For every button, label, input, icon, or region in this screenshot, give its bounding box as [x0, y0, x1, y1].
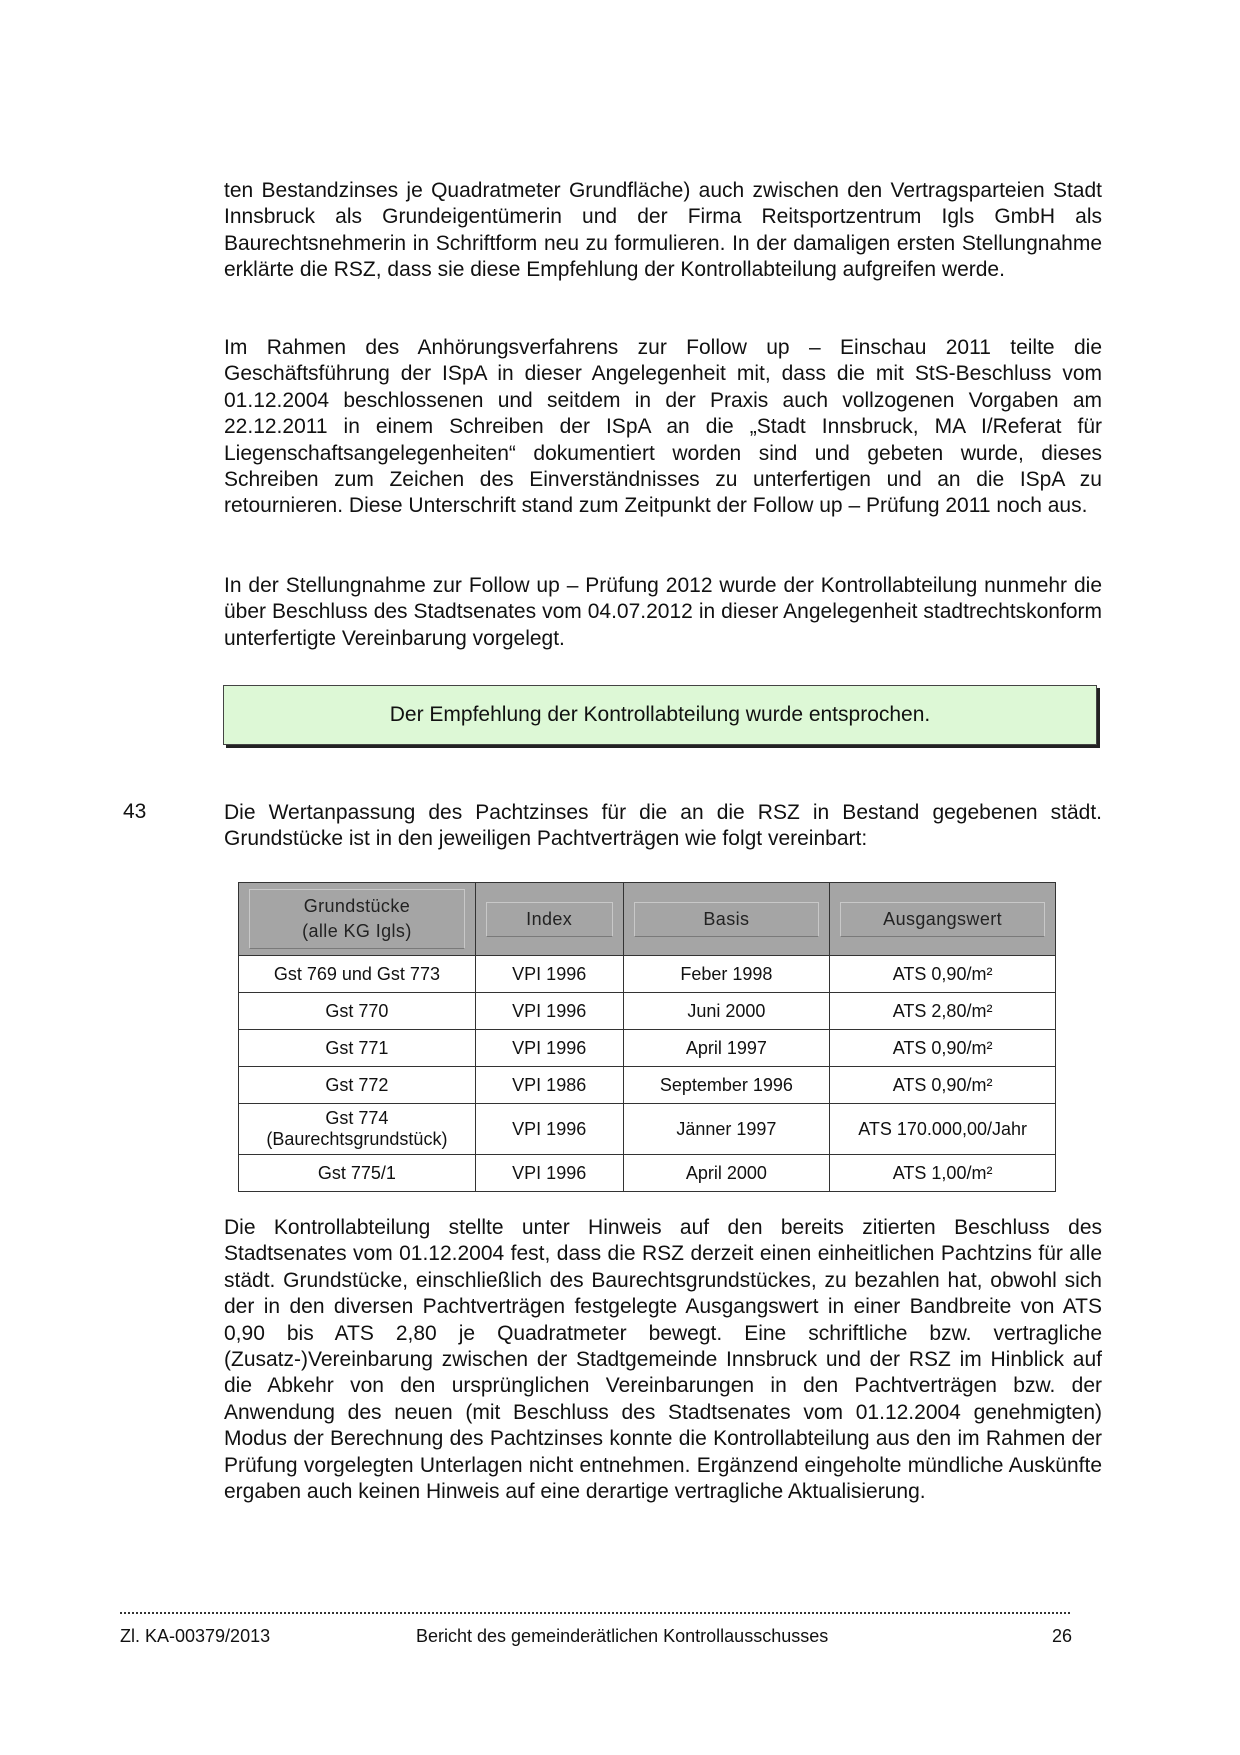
cell-index: VPI 1996	[475, 993, 623, 1030]
cell-wert: ATS 170.000,00/Jahr	[830, 1104, 1056, 1155]
paragraph-4: Die Wertanpassung des Pachtzinses für die an die RSZ in Bestand gegebenen städt. Grundstücke ist in den jeweiligen Pachtverträgen wie folgt vereinbart:	[224, 801, 1102, 851]
cell-basis: April 1997	[623, 1030, 830, 1067]
table-row	[239, 993, 1056, 1030]
cell-wert: ATS 1,00/m²	[830, 1155, 1056, 1192]
paragraph-5: Die Kontrollabteilung stellte unter Hinweis auf den bereits zitierten Beschluss des Stadtsenates vom 01.12.2004 fest, dass die RSZ derzeit einen einheitlichen Pachtzins für alle städt. Grundstücke, einschließlich des Baurechtsgrundstückes, zu bezahlen hat, obwohl sich der in den diversen Pachtverträgen festgelegte Ausgangswert in einer Bandbreite von ATS 0,90 bis ATS 2,80 je Quadratmeter bewegt. Eine schriftliche bzw. vertragliche (Zusatz-)Vereinbarung zwischen der Stadtgemeinde Innsbruck und der RSZ im Hinblick auf die Abkehr von den ursprünglichen Vereinbarungen in den Pachtverträgen bzw. der Anwendung des neuen (mit Beschluss des Stadtsenates vom 01.12.2004 genehmigten) Modus der Berechnung des Pachtzinses konnte die Kontrollabteilung aus den im Rahmen der Prüfung vorgelegten Unterlagen nicht entnehmen. Ergänzend eingeholte mündliche Auskünfte ergaben auch keinen Hinweis auf eine derartige vertragliche Aktualisierung.	[224, 1216, 1102, 1504]
cell-basis: April 2000	[623, 1155, 830, 1192]
cell-basis: September 1996	[623, 1067, 830, 1104]
table-header-row	[239, 883, 1056, 956]
header-grundstuecke	[239, 883, 476, 956]
paragraph-3: In der Stellungnahme zur Follow up – Prüfung 2012 wurde der Kontrollabteilung nunmehr die über Beschluss des Stadtsenates vom 04.07.2012 in dieser Angelegenheit stadtrechtskonform unterfertigte Vereinbarung vorgelegt.	[224, 574, 1102, 650]
table-row	[239, 1030, 1056, 1067]
cell-gst: Gst 771	[239, 1030, 476, 1067]
cell-wert: ATS 0,90/m²	[830, 1030, 1056, 1067]
cell-gst: Gst 772	[239, 1067, 476, 1104]
footer-divider	[120, 1602, 1070, 1614]
cell-wert: ATS 0,90/m²	[830, 956, 1056, 993]
header-index: Index	[475, 883, 623, 956]
cell-basis: Jänner 1997	[623, 1104, 830, 1155]
footer-reference: Zl. KA-00379/2013	[120, 1626, 271, 1646]
paragraph-2: Im Rahmen des Anhörungsverfahrens zur Follow up – Einschau 2011 teilte die Geschäftsführung der ISpA in dieser Angelegenheit mit, dass die mit StS-Beschluss vom 01.12.2004 beschlossenen und seitdem in der Praxis auch vollzogenen Vorgaben am 22.12.2011 in einem Schreiben der ISpA an die „Stadt Innsbruck, MA I/Referat für Liegenschaftsangelegenheiten“ dokumentiert worden sind und gebeten wurde, dieses Schreiben zum Zeichen des Einverständnisses zu unterfertigen und an die ISpA zu retournieren. Diese Unterschrift stand zum Zeitpunkt der Follow up – Prüfung 2011 noch aus.	[224, 336, 1102, 518]
footer-title: Bericht des gemeinderätlichen Kontrollausschusses	[416, 1626, 829, 1646]
cell-gst: Gst 775/1	[239, 1155, 476, 1192]
page-number: 26	[1052, 1626, 1073, 1646]
paragraph-1: ten Bestandzinses je Quadratmeter Grundfläche) auch zwischen den Vertragsparteien Stadt Innsbruck als Grundeigentümerin und der Firma Reitsportzentrum Igls GmbH als Baurechtsnehmerin in Schriftform neu zu formulieren. In der damaligen ersten Stellungnahme erklärte die RSZ, dass sie diese Empfehlung der Kontrollabteilung aufgreifen werde.	[224, 179, 1102, 282]
cell-gst: Gst 770	[239, 993, 476, 1030]
header-basis: Basis	[623, 883, 830, 956]
cell-basis: Juni 2000	[623, 993, 830, 1030]
recommendation-text: Der Empfehlung der Kontrollabteilung wurde entsprochen.	[389, 703, 931, 726]
recommendation-box	[223, 685, 1097, 745]
cell-gst-line2: (Baurechtsgrundstück)	[266, 1129, 448, 1149]
table-row	[239, 1155, 1056, 1192]
cell-index: VPI 1996	[475, 1104, 623, 1155]
cell-index: VPI 1996	[475, 1155, 623, 1192]
header-ausgangswert: Ausgangswert	[830, 883, 1056, 956]
cell-wert: ATS 0,90/m²	[830, 1067, 1056, 1104]
table-row	[239, 1104, 1056, 1155]
table-row	[239, 1067, 1056, 1104]
section-number: 43	[123, 800, 147, 823]
header-grundstuecke-line1: Grundstücke	[303, 896, 411, 916]
cell-index: VPI 1986	[475, 1067, 623, 1104]
cell-wert: ATS 2,80/m²	[830, 993, 1056, 1030]
table-row	[239, 956, 1056, 993]
cell-gst	[239, 1104, 476, 1155]
lease-table	[238, 882, 1056, 1192]
cell-gst: Gst 769 und Gst 773	[239, 956, 476, 993]
header-grundstuecke-line2: (alle KG Igls)	[302, 921, 412, 941]
cell-basis: Feber 1998	[623, 956, 830, 993]
cell-index: VPI 1996	[475, 1030, 623, 1067]
cell-index: VPI 1996	[475, 956, 623, 993]
cell-gst-line1: Gst 774	[325, 1108, 389, 1128]
